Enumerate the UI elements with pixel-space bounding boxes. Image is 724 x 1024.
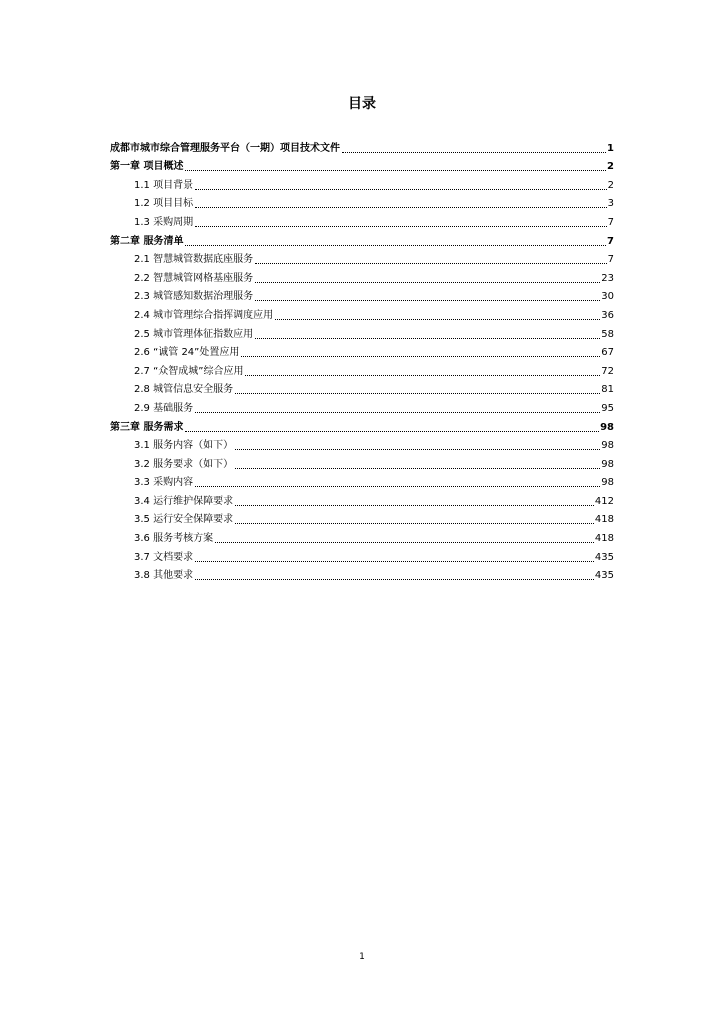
toc-entry[interactable] <box>110 137 614 156</box>
toc-entry[interactable] <box>110 397 614 416</box>
toc-entry[interactable] <box>110 342 614 361</box>
toc-entry-page: 67 <box>601 347 614 359</box>
toc-dot-leader <box>195 189 607 190</box>
toc-entry-label: 2.9 基础服务 <box>134 402 194 414</box>
toc-entry-label: 2.1 智慧城管数据底座服务 <box>134 254 254 266</box>
toc-entry[interactable] <box>110 304 614 323</box>
toc-entry[interactable] <box>110 174 614 193</box>
toc-entry-label: 1.1 项目背景 <box>134 179 194 191</box>
toc-entry-label: 2.8 城管信息安全服务 <box>134 384 234 396</box>
toc-entry-label: 3.2 服务要求（如下） <box>134 458 234 470</box>
toc-dot-leader <box>195 207 607 208</box>
toc-entry-page: 7 <box>607 216 614 228</box>
toc-dot-leader <box>235 468 600 469</box>
toc-entry[interactable] <box>110 360 614 379</box>
toc-entry-label: 1.2 项目目标 <box>134 198 194 210</box>
toc-entry-page: 98 <box>601 440 614 452</box>
toc-entry[interactable] <box>110 509 614 528</box>
toc-dot-leader <box>245 375 600 376</box>
toc-entry[interactable] <box>110 379 614 398</box>
toc-entry-page: 23 <box>601 272 614 284</box>
toc-entry-label: 2.7 “众智成城”综合应用 <box>134 365 244 377</box>
toc-entry[interactable] <box>110 546 614 565</box>
toc-dot-leader <box>235 523 594 524</box>
toc-entry-label: 3.4 运行维护保障要求 <box>134 495 234 507</box>
toc-entry-label: 1.3 采购周期 <box>134 216 194 228</box>
toc-entry-page: 2 <box>607 179 614 191</box>
toc-entry[interactable] <box>110 565 614 584</box>
toc-entry-page: 2 <box>607 161 614 173</box>
toc-entry-page: 412 <box>594 495 614 507</box>
toc-entry-label: 第二章 服务清单 <box>110 235 184 247</box>
toc-entry-page: 418 <box>594 514 614 526</box>
toc-entry-label: 3.3 采购内容 <box>134 477 194 489</box>
toc-dot-leader <box>185 245 606 246</box>
toc-dot-leader <box>255 338 600 339</box>
toc-entry-label: 3.1 服务内容（如下） <box>134 440 234 452</box>
toc-entry-page: 98 <box>601 458 614 470</box>
toc-entry-page: 95 <box>601 402 614 414</box>
toc-dot-leader <box>195 561 594 562</box>
toc-entry-page: 435 <box>594 551 614 563</box>
toc-dot-leader <box>195 486 600 487</box>
toc-dot-leader <box>342 152 606 153</box>
toc-entry[interactable] <box>110 267 614 286</box>
toc-entry-page: 7 <box>607 254 614 266</box>
page-number: 1 <box>359 952 365 962</box>
toc-dot-leader <box>185 431 599 432</box>
toc-dot-leader <box>235 393 600 394</box>
toc-entry-page: 7 <box>607 235 614 247</box>
toc-dot-leader <box>255 263 607 264</box>
page-title: 目录 <box>348 96 376 112</box>
toc-entry-label: 2.4 城市管理综合指挥调度应用 <box>134 309 274 321</box>
toc-dot-leader <box>255 300 600 301</box>
toc-entry-page: 98 <box>601 477 614 489</box>
toc-entry[interactable] <box>110 416 614 435</box>
toc-entry-label: 第三章 服务需求 <box>110 421 184 433</box>
toc-entry-page: 98 <box>600 421 614 433</box>
toc-entry-label: 3.8 其他要求 <box>134 570 194 582</box>
toc-entry-page: 3 <box>607 198 614 210</box>
toc-entry[interactable] <box>110 286 614 305</box>
toc-entry-label: 2.2 智慧城管网格基座服务 <box>134 272 254 284</box>
toc-dot-leader <box>185 170 606 171</box>
table-of-contents <box>110 137 614 583</box>
toc-entry-page: 418 <box>594 533 614 545</box>
toc-entry-label: 2.3 城管感知数据治理服务 <box>134 291 254 303</box>
toc-entry[interactable] <box>110 435 614 454</box>
toc-dot-leader <box>235 449 600 450</box>
toc-entry-page: 435 <box>594 570 614 582</box>
toc-dot-leader <box>241 356 600 357</box>
toc-entry-page: 30 <box>601 291 614 303</box>
toc-entry-page: 1 <box>607 142 614 154</box>
toc-entry-label: 2.6 “诚管 24”处置应用 <box>134 347 240 359</box>
toc-entry-page: 72 <box>601 365 614 377</box>
toc-entry[interactable] <box>110 323 614 342</box>
toc-entry[interactable] <box>110 249 614 268</box>
toc-dot-leader <box>195 226 607 227</box>
toc-dot-leader <box>255 282 600 283</box>
toc-entry-label: 3.7 文档要求 <box>134 551 194 563</box>
toc-entry[interactable] <box>110 211 614 230</box>
toc-dot-leader <box>195 579 594 580</box>
toc-entry[interactable] <box>110 193 614 212</box>
toc-dot-leader <box>215 542 594 543</box>
toc-entry-page: 36 <box>601 309 614 321</box>
toc-entry-label: 3.6 服务考核方案 <box>134 533 214 545</box>
toc-entry[interactable] <box>110 490 614 509</box>
toc-dot-leader <box>235 505 594 506</box>
toc-dot-leader <box>275 319 600 320</box>
toc-entry-label: 第一章 项目概述 <box>110 161 184 173</box>
toc-entry[interactable] <box>110 230 614 249</box>
toc-entry[interactable] <box>110 527 614 546</box>
toc-entry-page: 58 <box>601 328 614 340</box>
toc-dot-leader <box>195 412 600 413</box>
toc-entry-label: 成都市城市综合管理服务平台（一期）项目技术文件 <box>110 142 340 154</box>
toc-entry-label: 3.5 运行安全保障要求 <box>134 514 234 526</box>
toc-entry[interactable] <box>110 472 614 491</box>
toc-entry-page: 81 <box>601 384 614 396</box>
toc-entry[interactable] <box>110 453 614 472</box>
toc-entry-label: 2.5 城市管理体征指数应用 <box>134 328 254 340</box>
toc-entry[interactable] <box>110 156 614 175</box>
